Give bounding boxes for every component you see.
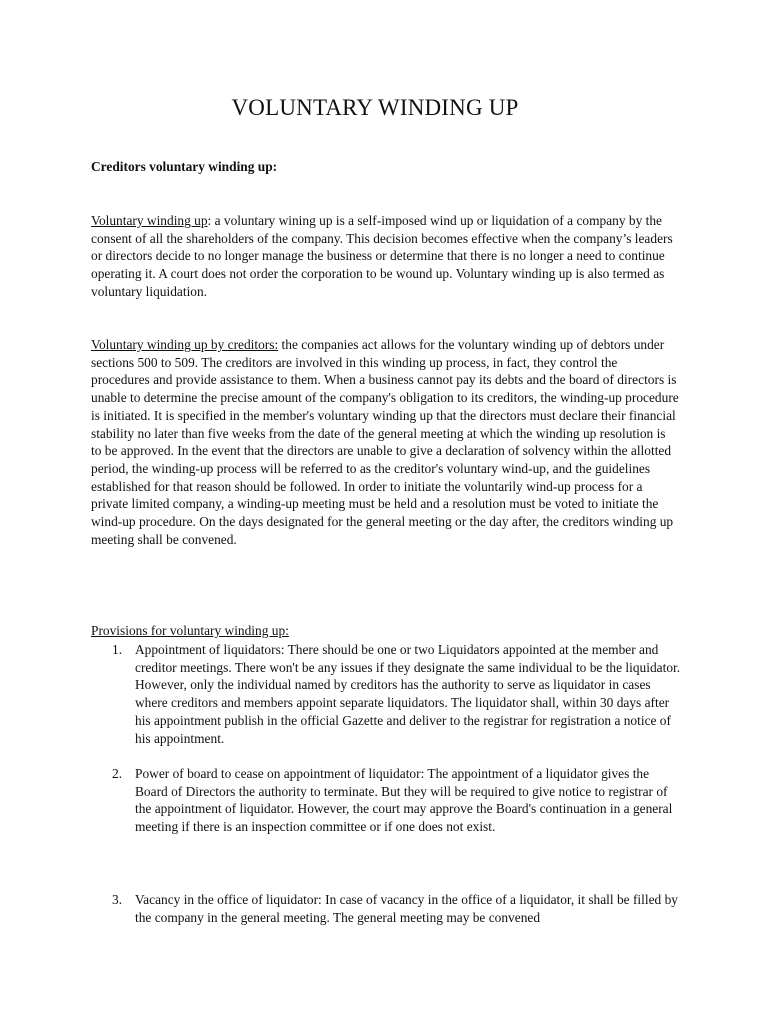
paragraph-body: the companies act allows for the voluntary winding up of debtors under sections 500 to 509. The creditors are involved in this winding up process, in fact, they control the procedures and provide assistance to them. When a business cannot pay its debts and the board of directors is unable to determine the precise amount of the company's obligation to its creditors, the winding-up procedure is initiated. It is specified in the member's voluntary winding up that the directors must declare their financial stability no later than five weeks from the date of the general meeting at which the winding up resolution is to be approved. In the event that the directors are unable to give a declaration of solvency within the allotted period, the winding-up process will be referred to as the creditor's voluntary wind-up, and the guidelines established for that reason should be followed. In order to initiate the voluntarily wind-up process for a private limited company, a winding-up meeting must be held and a resolution must be voted to initiate the wind-up procedure. On the days designated for the general meeting or the day after, the creditors winding up meeting shall be convened. bbox=[91, 337, 679, 547]
list-item-number: 2. bbox=[112, 766, 123, 781]
list-item-text: Appointment of liquidators: There should be one or two Liquidators appointed at the member and creditor meetings. There won't be any issues if they designate the same individual to be the liquidator. However, only the individual named by creditors has the authority to serve as liquidator in cases where creditors and members appoint separate liquidators. The liquidator shall, within 30 days after his appointment publish in the official Gazette and deliver to the registrar for registration a notice of his appointment. bbox=[135, 642, 681, 746]
list-item bbox=[91, 641, 681, 747]
list-item bbox=[91, 891, 681, 926]
list-item-number: 3. bbox=[112, 892, 123, 907]
provisions-heading: Provisions for voluntary winding up: bbox=[91, 623, 289, 638]
list-item-text: Vacancy in the office of liquidator: In case of vacancy in the office of a liquidator, it shall be filled by the company in the general meeting. The general meeting may be convened bbox=[135, 892, 678, 925]
paragraph-winding-up-by-creditors bbox=[91, 336, 679, 548]
document-page bbox=[91, 0, 681, 1024]
paragraph-term: Voluntary winding up bbox=[91, 213, 208, 228]
paragraph-body: : a voluntary wining up is a self-imposed wind up or liquidation of a company by the consent of all the shareholders of the company. This decision becomes effective when the company’s leaders or directors decide to no longer manage the business or determine that there is no longer a need to continue operating it. A court does not order the corporation to be wound up. Voluntary winding up is also termed as voluntary liquidation. bbox=[91, 213, 673, 299]
list-item-text: Power of board to cease on appointment of liquidator: The appointment of a liquidator gives the Board of Directors the authority to terminate. But they will be required to give notice to registrar of the appointment of liquidator. However, the court may approve the Board's continuation in a general meeting if there is an inspection committee or if one does not exist. bbox=[135, 766, 673, 835]
list-item-number: 1. bbox=[112, 642, 123, 657]
section-subheading: Creditors voluntary winding up: bbox=[91, 159, 278, 174]
list-item bbox=[91, 765, 681, 836]
document-title: VOLUNTARY WINDING UP bbox=[231, 95, 519, 120]
paragraph-term: Voluntary winding up by creditors: bbox=[91, 337, 279, 352]
paragraph-voluntary-winding-up bbox=[91, 212, 679, 301]
